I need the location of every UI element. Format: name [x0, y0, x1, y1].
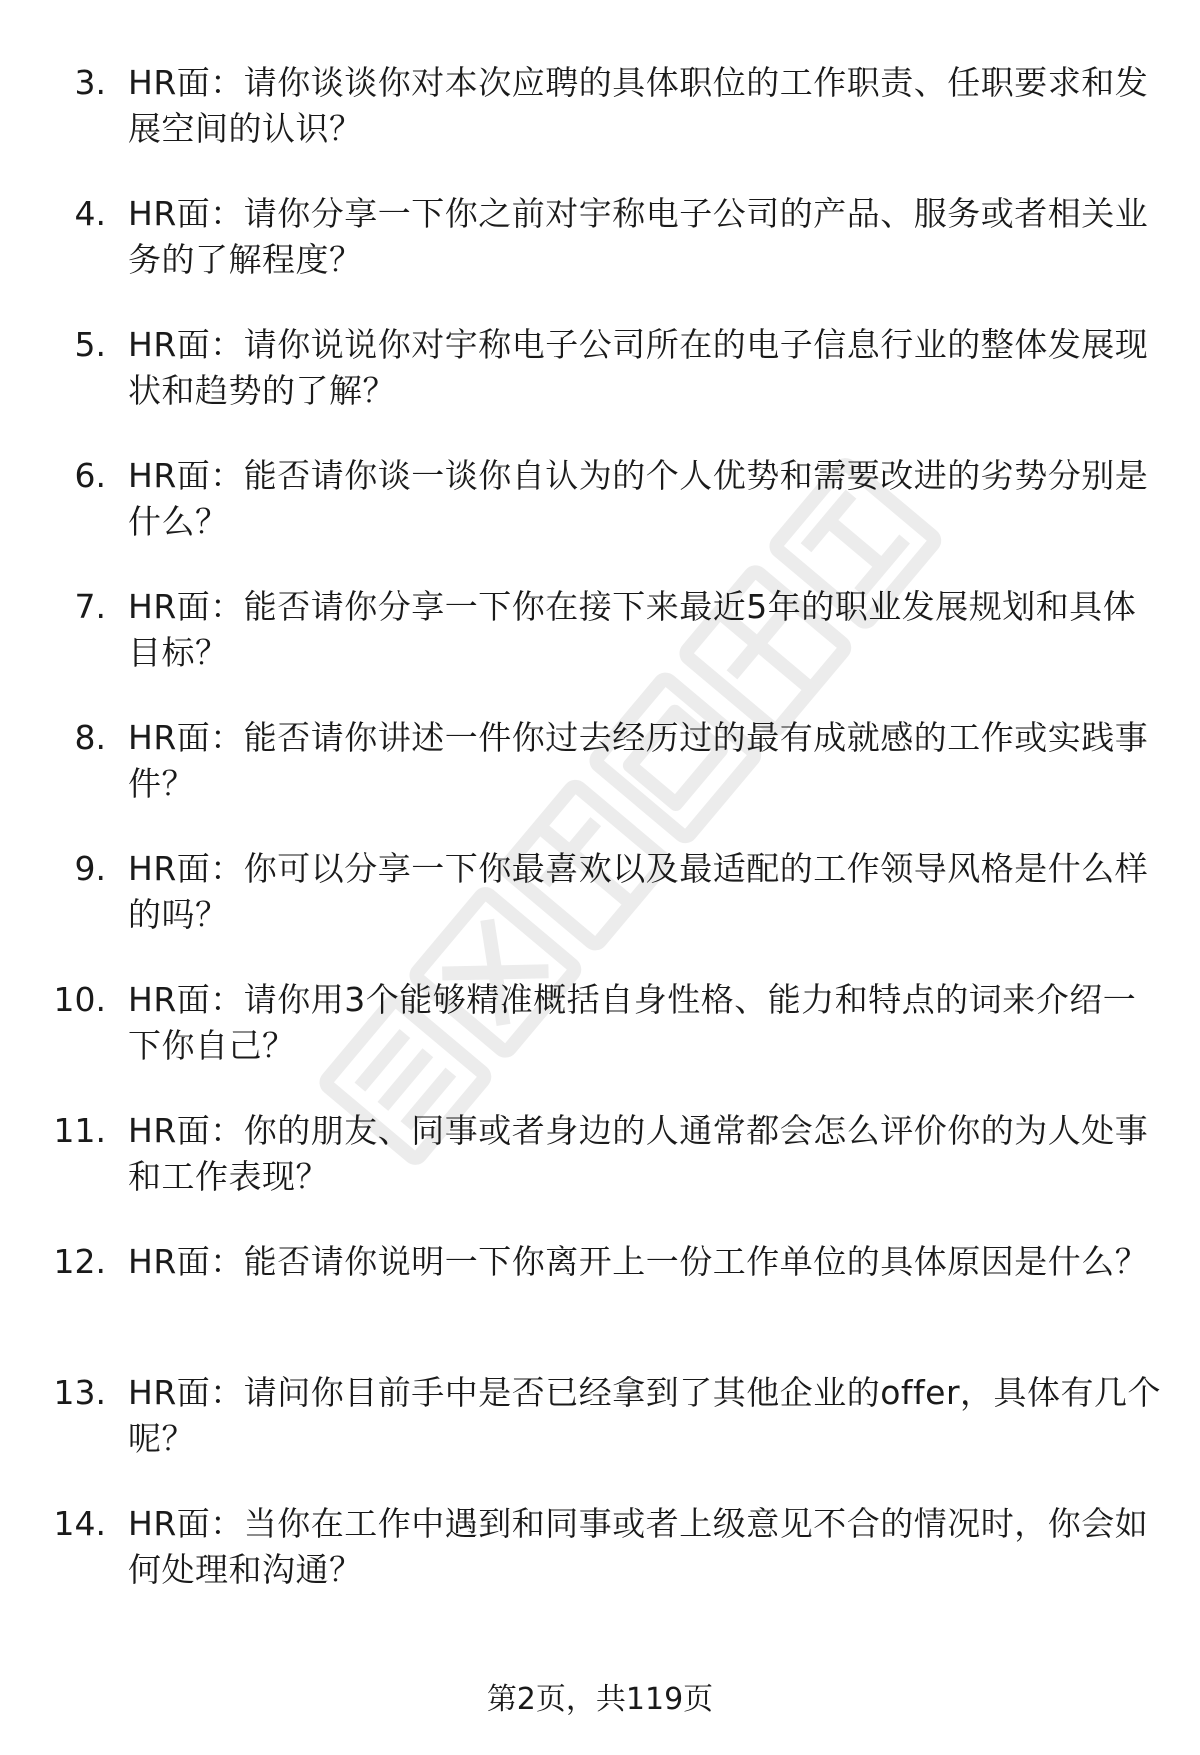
question-item — [0, 60, 1200, 191]
question-item — [0, 846, 1200, 977]
question-item — [0, 191, 1200, 322]
question-item — [0, 1370, 1200, 1501]
question-number: 10. — [53, 980, 106, 1019]
question-item — [0, 715, 1200, 846]
question-text: HR面：请你分享一下你之前对宇称电子公司的产品、服务或者相关业务的了解程度？ — [128, 194, 1149, 279]
question-number: 3. — [74, 63, 106, 102]
question-text: HR面：当你在工作中遇到和同事或者上级意见不合的情况时，你会如何处理和沟通？ — [128, 1504, 1149, 1589]
question-item — [0, 322, 1200, 453]
question-number: 7. — [74, 587, 106, 626]
question-text: HR面：请你用3个能够精准概括自身性格、能力和特点的词来介绍一下你自己？ — [128, 980, 1137, 1065]
question-item — [0, 1239, 1200, 1370]
question-item — [0, 453, 1200, 584]
question-number: 14. — [53, 1504, 106, 1543]
question-number: 6. — [74, 456, 106, 495]
question-text: HR面：能否请你谈一谈你自认为的个人优势和需要改进的劣势分别是什么？ — [128, 456, 1149, 541]
page-number: 第2页，共119页 — [486, 1682, 714, 1717]
question-number: 12. — [53, 1242, 106, 1281]
question-text: HR面：你的朋友、同事或者身边的人通常都会怎么评价你的为人处事和工作表现？ — [128, 1111, 1149, 1196]
question-text: HR面：请问你目前手中是否已经拿到了其他企业的offer，具体有几个呢？ — [128, 1373, 1162, 1458]
question-item — [0, 1108, 1200, 1239]
question-number: 13. — [53, 1373, 106, 1412]
question-text: HR面：你可以分享一下你最喜欢以及最适配的工作领导风格是什么样的吗？ — [128, 849, 1149, 934]
question-text: HR面：能否请你讲述一件你过去经历过的最有成就感的工作或实践事件？ — [128, 718, 1149, 803]
question-number: 5. — [74, 325, 106, 364]
question-text: HR面：能否请你说明一下你离开上一份工作单位的具体原因是什么？ — [128, 1242, 1149, 1281]
question-item — [0, 1501, 1200, 1632]
question-list — [0, 60, 1200, 1632]
question-text: HR面：能否请你分享一下你在接下来最近5年的职业发展规划和具体目标？ — [128, 587, 1137, 672]
question-number: 11. — [53, 1111, 106, 1150]
question-item — [0, 977, 1200, 1108]
question-text: HR面：请你说说你对宇称电子公司所在的电子信息行业的整体发展现状和趋势的了解？ — [128, 325, 1149, 410]
question-number: 4. — [74, 194, 106, 233]
question-number: 9. — [74, 849, 106, 888]
question-number: 8. — [74, 718, 106, 757]
question-text: HR面：请你谈谈你对本次应聘的具体职位的工作职责、任职要求和发展空间的认识？ — [128, 63, 1149, 148]
question-item — [0, 584, 1200, 715]
